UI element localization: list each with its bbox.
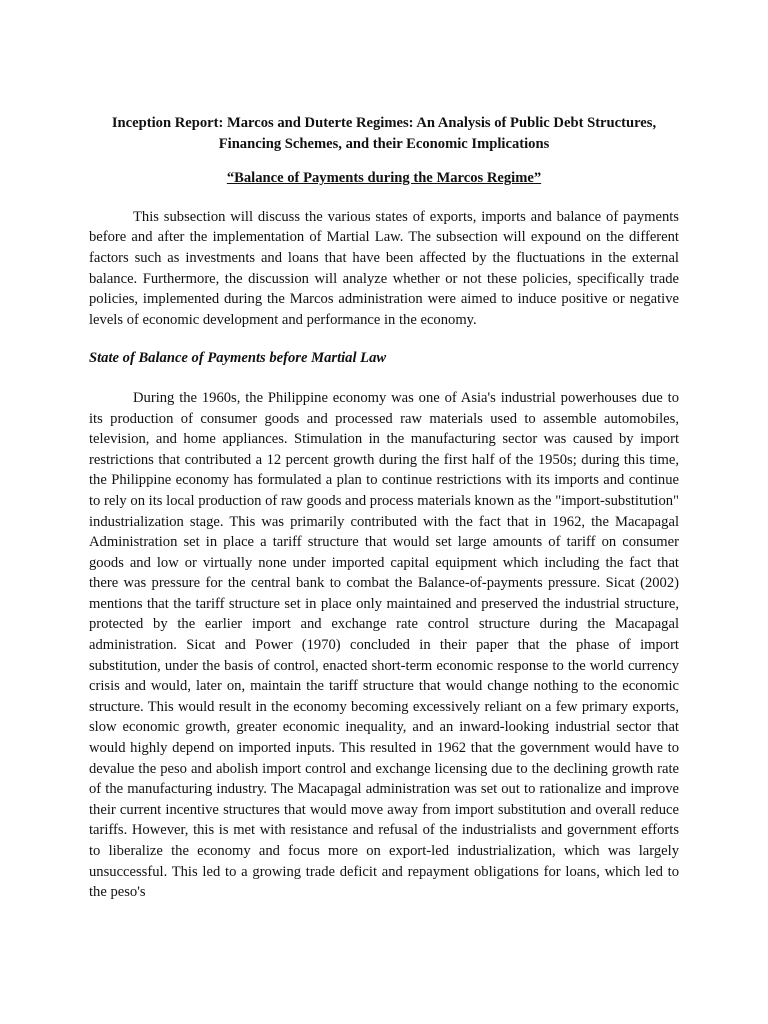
section-paragraph: During the 1960s, the Philippine economy was one of Asia's industrial powerhouses due to its production of consumer goods and processed raw materials used to assemble automobiles, television, and home appliances. Stimulation in the manufacturing sector was caused by import restrictions that contributed a 12 percent growth during the first half of the 1950s; during this time, the Philippine economy has formulated a plan to continue restrictions with its imports and continue to rely on its local production of raw goods and process materials known as the "import-substitution" industrialization stage. This was primarily contributed with the fact that in 1962, the Macapagal Administration set in place a tariff structure that would set large amounts of tariff on consumer goods and low or virtually none under imported capital equipment which including the fact that there was pressure for the central bank to combat the Balance-of-payments pressure. Sicat (2002) mentions that the tariff structure set in place only maintained and preserved the industrial structure, protected by the earlier import and exchange rate control structure during the Macapagal administration. Sicat and Power (1970) concluded in their paper that the phase of import substitution, under the basis of control, enacted short-term economic response to the world currency crisis and would, later on, maintain the tariff structure that would change nothing to the economic structure. This would result in the economy becoming excessively reliant on a few primary exports, slow economic growth, greater economic inequality, and an inward-looking industrial sector that would highly depend on imported inputs. This resulted in 1962 that the government would have to devalue the peso and abolish import control and exchange licensing due to the declining growth rate of the manufacturing industry. The Macapagal administration was set out to rationalize and improve their current incentive structures that would move away from import substitution and overall reduce tariffs. However, this is met with resistance and refusal of the industrialists and government efforts to liberalize the economy and focus more on export-led industrialization, which was largely unsuccessful. This led to a growing trade deficit and repayment obligations for loans, which led to the peso's [89,389,679,901]
document-page [89,113,679,903]
intro-paragraph: This subsection will discuss the various states of exports, imports and balance of payments before and after the implementation of Martial Law. The subsection will expound on the different factors such as investments and loans that have been affected by the fluctuations in the external balance. Furthermore, the discussion will analyze whether or not these policies, specifically trade policies, implemented during the Marcos administration were aimed to induce positive or negative levels of economic development and performance in the economy. [89,208,679,328]
document-subtitle: “Balance of Payments during the Marcos Regime” [226,170,542,187]
section-heading: State of Balance of Payments before Martial Law [89,350,387,367]
document-title: Inception Report: Marcos and Duterte Regimes: An Analysis of Public Debt Structures, Financing Schemes, and their Economic Implications [111,115,657,152]
